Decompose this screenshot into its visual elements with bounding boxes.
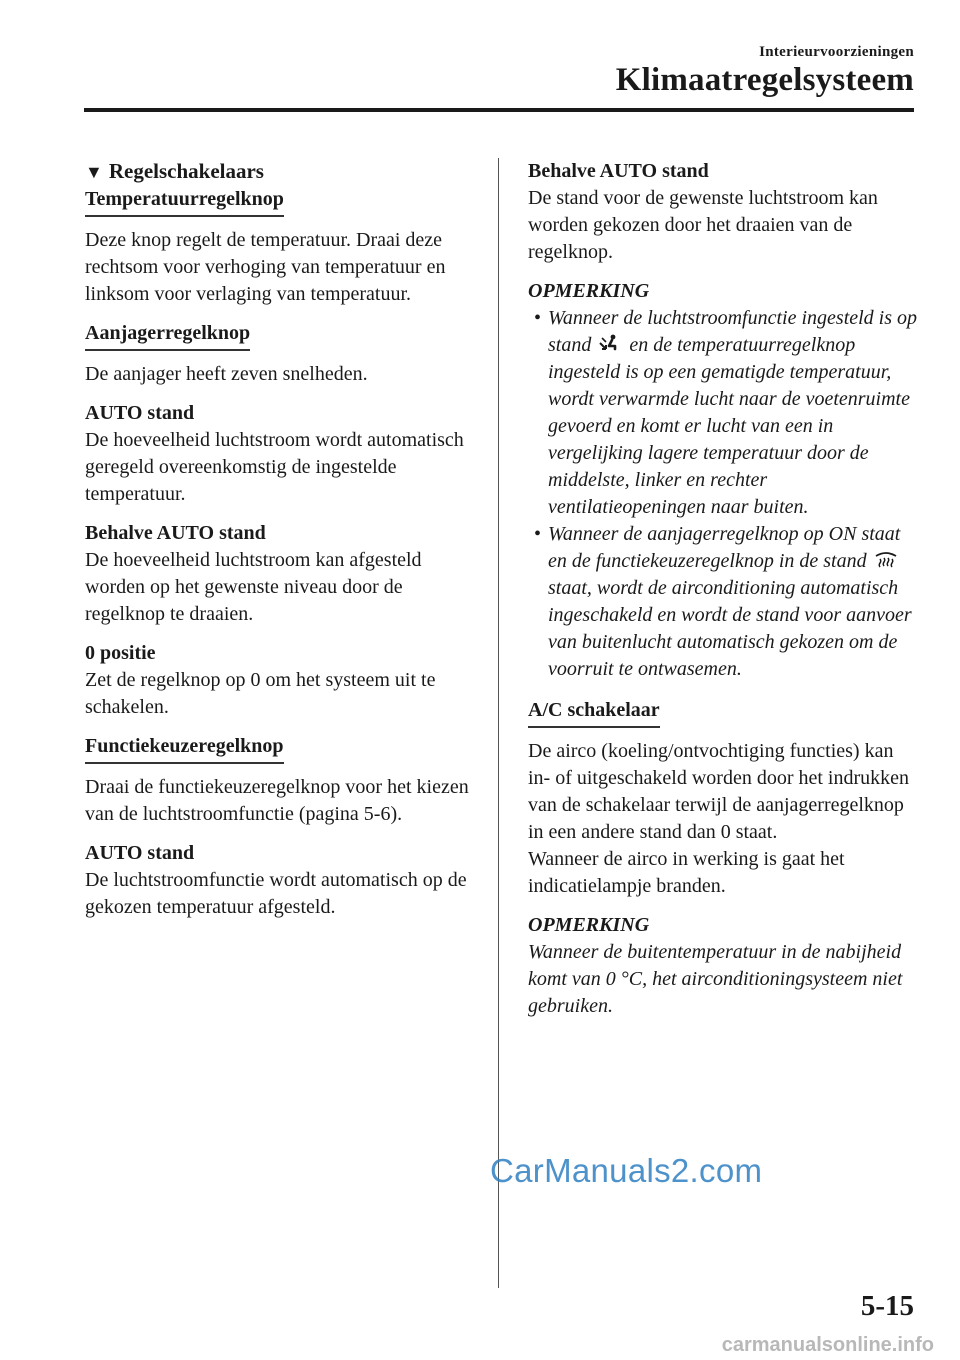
footer-url: carmanualsonline.info (721, 1334, 934, 1356)
note-item (528, 521, 918, 683)
zero-position-text: Zet de regelknop op 0 om het systeem uit te schakelen. (85, 669, 436, 718)
section-heading (85, 158, 475, 186)
page-title: Klimaatregelsysteem (615, 62, 914, 98)
zero-position-label: 0 positie (85, 642, 156, 664)
bullet: • (534, 307, 542, 329)
fan-auto-text: De hoeveelheid luchtstroom wordt automatisch geregeld overeenkomstig de ingestelde temperatuur. (85, 429, 464, 505)
mode-except-auto-label: Behalve AUTO stand (528, 160, 709, 182)
windshield-defrost-icon (874, 550, 898, 570)
note-list (528, 305, 918, 683)
right-column (528, 158, 918, 1020)
note-label-2: OPMERKING (528, 914, 650, 936)
triangle-down-icon: ▼ (85, 162, 103, 182)
ac-switch-text-2: Wanneer de airco in werking is gaat het indicatielampje branden. (528, 848, 845, 897)
section-heading-text: Regelschakelaars (108, 159, 264, 183)
note-item (528, 305, 918, 521)
note-item-text-b: en de temperatuurregelknop ingesteld is op een gematigde temperatuur, wordt verwarmde lucht naar de voetenruimte gevoerd en komt er lucht van een in vergelijking lagere temperatuur door de middelste, linker en rechter ventilatieopeningen naar buiten. (548, 334, 910, 518)
ac-switch-heading: A/C schakelaar (528, 697, 660, 728)
left-column (85, 158, 475, 933)
note-label: OPMERKING (528, 280, 650, 302)
note-item-text-a: Wanneer de aanjagerregelknop op ON staat en de functiekeuzeregelknop in de stand (548, 523, 901, 572)
fan-knob-heading: Aanjagerregelknop (85, 320, 250, 351)
note-item-text-a: Wanneer de luchtstroomfunctie ingesteld is op stand (548, 307, 918, 356)
page-number: 5-15 (860, 1290, 914, 1322)
mode-auto-label: AUTO stand (85, 842, 195, 864)
column-divider (498, 158, 499, 1288)
bullet: • (534, 523, 542, 545)
watermark-text: CarManuals2.com (490, 1152, 763, 1189)
fan-auto-label: AUTO stand (85, 402, 195, 424)
mode-knob-text: Draai de functiekeuzeregelknop voor het kiezen van de luchtstroomfunctie (pagina 5-6). (85, 776, 469, 825)
header-section-label: Interieurvoorzieningen (759, 44, 914, 60)
mode-knob-heading: Functiekeuzeregelknop (85, 733, 284, 764)
fan-except-auto-text: De hoeveelheid luchtstroom kan afgesteld worden op het gewenste niveau door de regelknop te draaien. (85, 549, 422, 625)
header-rule (84, 108, 914, 112)
ac-switch-text-1: De airco (koeling/ontvochtiging functies) kan in- of uitgeschakeld worden door het indrukken van de schakelaar terwijl de aanjagerregelknop in een andere stand dan 0 staat. (528, 740, 910, 843)
temp-knob-text: Deze knop regelt de temperatuur. Draai deze rechtsom voor verhoging van temperatuur en linksom voor verlaging van temperatuur. (85, 229, 446, 305)
fan-knob-text: De aanjager heeft zeven snelheden. (85, 363, 368, 385)
floor-vent-mode-icon (598, 334, 622, 354)
mode-except-auto-text: De stand voor de gewenste luchtstroom kan worden gekozen door het draaien van de regelknop. (528, 187, 878, 263)
mode-auto-text: De luchtstroomfunctie wordt automatisch op de gekozen temperatuur afgesteld. (85, 869, 467, 918)
note-item-text-b: staat, wordt de airconditioning automatisch ingeschakeld en wordt de stand voor aanvoer van buitenlucht automatisch gekozen om de voorruit te ontwasemen. (548, 577, 912, 680)
temp-knob-heading: Temperatuurregelknop (85, 186, 284, 217)
note-text-2: Wanneer de buitentemperatuur in de nabijheid komt van 0 °C, het airconditioningsysteem niet gebruiken. (528, 941, 903, 1017)
fan-except-auto-label: Behalve AUTO stand (85, 522, 266, 544)
